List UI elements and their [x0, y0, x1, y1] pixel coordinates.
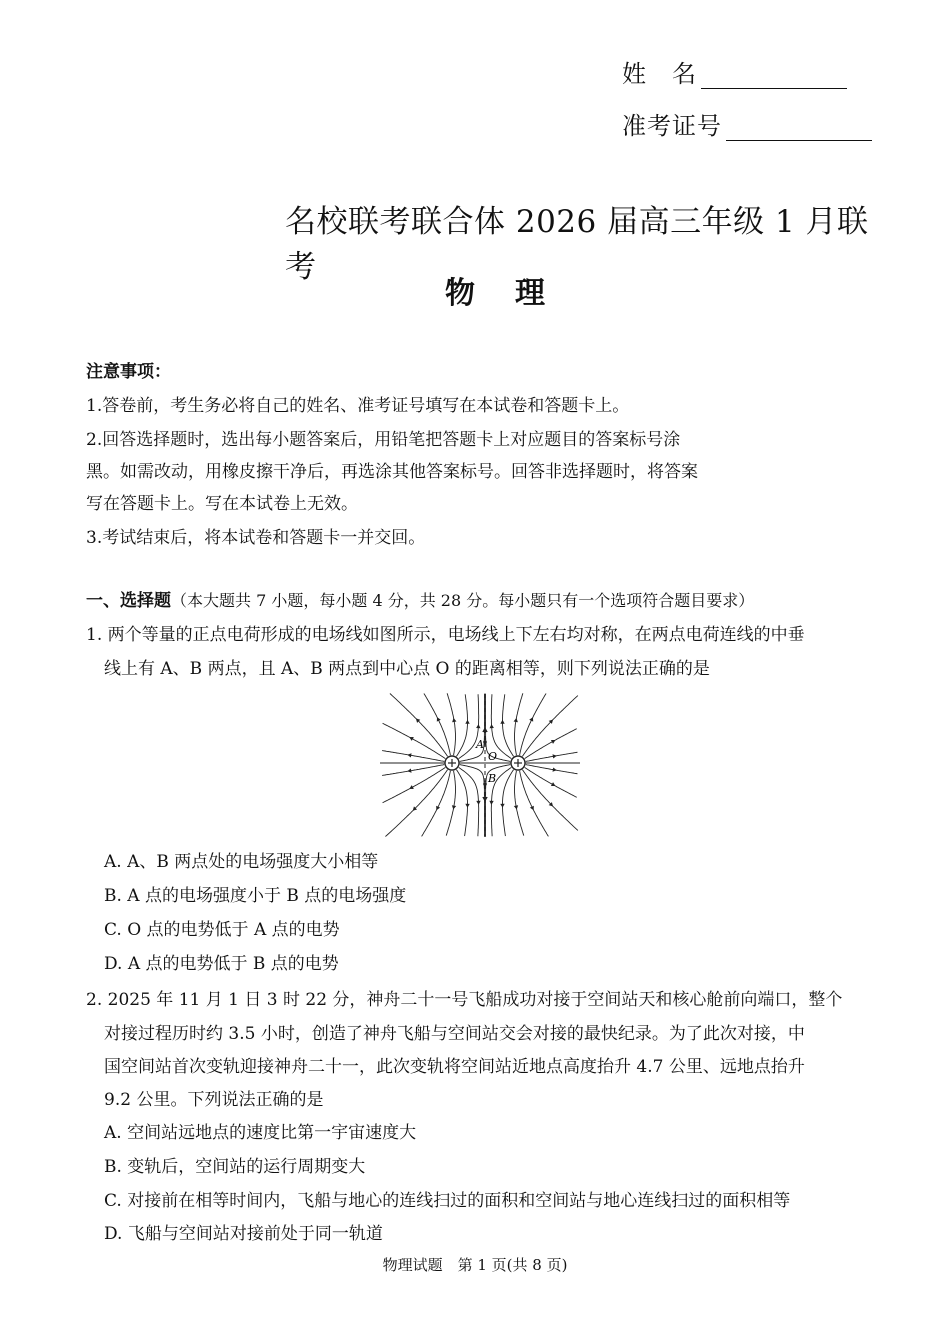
field-line — [525, 767, 577, 797]
q1-stem-line: 线上有 A、B 两点，且 A、B 两点到中心点 O 的距离相等，则下列说法正确的是 — [104, 659, 710, 679]
field-line — [522, 770, 578, 831]
field-arrow — [489, 801, 493, 805]
exam-id-field — [622, 106, 872, 141]
field-arrow — [407, 753, 411, 757]
field-line — [522, 696, 578, 757]
field-arrow — [514, 805, 518, 809]
field-line — [491, 694, 511, 758]
field-line — [460, 694, 485, 762]
q2-option-a: A. 空间站远地点的速度比第一宇宙速度大 — [104, 1123, 417, 1143]
q2-stem-line: 对接过程历时约 3.5 小时，创造了神舟飞船与空间站交会对接的最快纪录。为了此次对接，中 — [104, 1024, 805, 1044]
exam-id-label: 准考证号 — [622, 112, 722, 140]
name-field — [622, 54, 847, 89]
field-line — [456, 770, 467, 836]
field-line — [520, 771, 549, 837]
field-line — [460, 765, 485, 837]
subject-title: 物理 — [445, 276, 585, 311]
field-arrow — [490, 724, 494, 728]
field-arrow — [476, 724, 480, 728]
field-line — [456, 694, 467, 756]
section-heading — [86, 584, 754, 618]
point-o-label: O — [488, 750, 498, 763]
q2-option-b: B. 变轨后，空间站的运行周期变大 — [104, 1157, 366, 1177]
exam-title: 名校联考联合体 2026 届高三年级 1 月联考 — [285, 204, 869, 285]
field-arrow — [452, 805, 456, 809]
field-arrow — [500, 720, 504, 724]
q1-option-d: D. A 点的电势低于 B 点的电势 — [104, 954, 339, 974]
q1-stem-line: 1. 两个等量的正点电荷形成的电场线如图所示，电场线上下左右均对称，在两点电荷连线的中垂 — [86, 625, 805, 645]
q2-option-c: C. 对接前在相等时间内，飞船与地心的连线扫过的面积和空间站与地心连线扫过的面积相等 — [104, 1191, 791, 1211]
field-line — [520, 694, 547, 756]
field-line — [503, 770, 514, 836]
section-title: 一、选择题 — [86, 591, 171, 611]
field-arrow — [553, 767, 557, 771]
field-line — [503, 694, 514, 756]
section-note: （本大题共 7 小题，每小题 4 分，共 28 分。每小题只有一个选项符合题目要求） — [171, 591, 755, 610]
notice-line: 黑。如需改动，用橡皮擦干净后，再选涂其他答案标号。回答非选择题时，将答案 — [86, 462, 698, 482]
q1-option-c: C. O 点的电势低于 A 点的电势 — [104, 920, 340, 940]
field-arrow — [465, 720, 469, 724]
q2-stem-line: 国空间站首次变轨迎接神舟二十一，此次变轨将空间站近地点高度抬升 4.7 公里、远地点抬升 — [104, 1057, 805, 1077]
field-arrow — [553, 754, 557, 758]
field-arrow — [407, 768, 411, 772]
field-line — [526, 765, 578, 774]
notice-line: 2.回答选择题时，选出每小题答案后，用铅笔把答题卡上对应题目的答案标号涂 — [86, 430, 681, 450]
notice-heading: 注意事项： — [86, 362, 171, 382]
q1-option-b: B. A 点的电场强度小于 B 点的电场强度 — [104, 886, 407, 906]
name-label: 姓 名 — [622, 60, 697, 88]
electric-field-diagram — [380, 690, 580, 840]
field-line — [515, 771, 524, 836]
field-line — [525, 729, 577, 759]
field-line — [385, 770, 447, 837]
notice-line: 3.考试结束后，将本试卷和答题卡一并交回。 — [86, 528, 426, 548]
field-line — [422, 771, 451, 837]
field-line — [390, 694, 448, 757]
name-blank[interactable] — [701, 64, 847, 89]
field-arrow — [500, 804, 504, 808]
field-line — [526, 752, 578, 761]
field-arrow — [465, 804, 469, 808]
notice-line: 写在答题卡上。写在本试卷上无效。 — [86, 494, 358, 514]
page-footer: 物理试题 第 1 页(共 8 页) — [382, 1256, 568, 1274]
exam-id-blank[interactable] — [726, 116, 872, 141]
field-line — [446, 771, 455, 836]
q2-option-d: D. 飞船与空间站对接前处于同一轨道 — [104, 1224, 383, 1244]
field-arrow — [476, 801, 480, 805]
point-a-label: A — [476, 738, 484, 751]
q2-stem-line: 9.2 公里。下列说法正确的是 — [104, 1090, 324, 1110]
notice-line: 1.答卷前，考生务必将自己的姓名、准考证号填写在本试卷和答题卡上。 — [86, 396, 630, 416]
q1-option-a: A. A、B 两点处的电场强度大小相等 — [104, 852, 379, 872]
field-arrow — [452, 718, 456, 722]
q2-stem-line: 2. 2025 年 11 月 1 日 3 时 22 分，神舟二十一号飞船成功对接于空间站天和核心舱前向端口，整个 — [86, 990, 843, 1010]
field-line — [424, 694, 451, 756]
field-arrow — [514, 718, 518, 722]
point-b-label: B — [488, 772, 497, 785]
